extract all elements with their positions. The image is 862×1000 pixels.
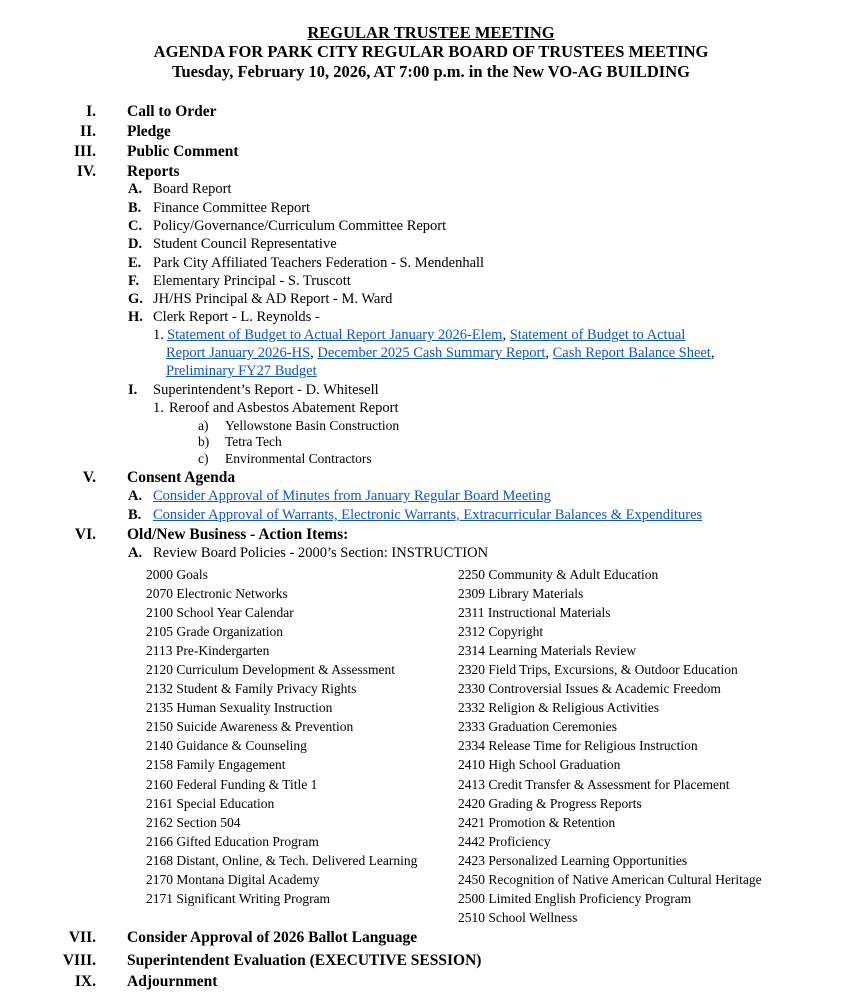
- contractor-item: Environmental Contractors: [225, 451, 372, 466]
- sub-letter: c): [198, 451, 209, 466]
- section-number: III.: [74, 143, 96, 160]
- report-letter: I.: [128, 382, 138, 398]
- section-heading-ii: Pledge: [127, 123, 171, 140]
- policy-item: 2320 Field Trips, Excursions, & Outdoor Education: [458, 662, 738, 678]
- policy-item: 2166 Gifted Education Program: [146, 833, 319, 849]
- policy-item: 2500 Limited English Proficiency Program: [458, 890, 692, 906]
- consent-item: [153, 507, 702, 524]
- section-number: IX.: [74, 973, 96, 990]
- policy-item: 2421 Promotion & Retention: [458, 814, 616, 830]
- section-heading-iv: Reports: [127, 163, 180, 180]
- policy-item: 2334 Release Time for Religious Instruction: [458, 738, 698, 754]
- consent-letter: B.: [128, 507, 142, 523]
- policy-item: 2161 Special Education: [146, 795, 275, 811]
- consent-item: [153, 488, 551, 505]
- policy-item: 2120 Curriculum Development & Assessment: [146, 662, 395, 678]
- policy-item: 2168 Distant, Online, & Tech. Delivered Learning: [146, 852, 418, 868]
- report-item: Superintendent’s Report - D. Whitesell: [153, 382, 379, 398]
- policy-item: 2250 Community & Adult Education: [458, 567, 659, 582]
- report-letter: H.: [128, 309, 143, 325]
- section-number: VIII.: [62, 952, 96, 969]
- report-link[interactable]: December 2025 Cash Summary Report: [317, 345, 546, 361]
- policy-item: 2311 Instructional Materials: [458, 605, 611, 621]
- supt-item: Reroof and Asbestos Abatement Report: [169, 400, 399, 416]
- report-item: Policy/Governance/Curriculum Committee Report: [153, 218, 447, 234]
- section-heading-iii: Public Comment: [127, 143, 239, 160]
- policy-item: 2132 Student & Family Privacy Rights: [146, 681, 357, 697]
- report-item: Board Report: [153, 181, 232, 197]
- title-line: REGULAR TRUSTEE MEETING: [307, 23, 555, 42]
- report-letter: D.: [128, 236, 143, 252]
- clerk-links-line: Report January 2026-HS, December 2025 Cash Summary Report, Cash Report Balance Sheet,: [166, 345, 715, 361]
- policy-item: 2510 School Wellness: [458, 909, 578, 925]
- clerk-links-line: Statement of Budget to Actual Report January 2026-Elem, Statement of Budget to Actual: [167, 327, 686, 343]
- policy-item: 2100 School Year Calendar: [146, 605, 294, 621]
- policy-item: 2410 High School Graduation: [458, 757, 621, 773]
- report-letter: C.: [128, 218, 143, 234]
- sub-letter: b): [198, 434, 210, 449]
- consent-link[interactable]: Consider Approval of Minutes from January Regular Board Meeting: [153, 488, 551, 504]
- policy-item: 2332 Religion & Religious Activities: [458, 700, 659, 716]
- consent-letter: A.: [128, 488, 143, 504]
- policy-item: 2171 Significant Writing Program: [146, 890, 331, 906]
- section-heading-ix: Adjournment: [127, 973, 218, 990]
- policy-item: 2420 Grading & Progress Reports: [458, 795, 642, 811]
- sub-letter: a): [198, 418, 209, 433]
- policy-item: 2140 Guidance & Counseling: [146, 738, 307, 754]
- contractor-item: Yellowstone Basin Construction: [225, 418, 400, 433]
- section-number: I.: [86, 103, 96, 120]
- report-link[interactable]: Statement of Budget to Actual Report January 2026-Elem: [167, 327, 503, 343]
- section-number: VI.: [74, 526, 96, 543]
- report-item: Park City Affiliated Teachers Federation - S. Mendenhall: [153, 255, 485, 271]
- policy-item: 2150 Suicide Awareness & Prevention: [146, 719, 354, 735]
- report-link[interactable]: Cash Report Balance Sheet: [552, 345, 711, 361]
- section-number: IV.: [76, 163, 96, 180]
- consent-link[interactable]: Consider Approval of Warrants, Electronic Warrants, Extracurricular Balances & Expenditures: [153, 507, 703, 523]
- section-heading-viii: Superintendent Evaluation (EXECUTIVE SESSION): [127, 952, 482, 969]
- report-link[interactable]: Statement of Budget to Actual: [509, 327, 686, 343]
- policy-list-left: [146, 565, 426, 908]
- meeting-date: Tuesday, February 10, 2026, AT 7:00 p.m. in the New VO-AG BUILDING: [172, 62, 690, 81]
- report-link[interactable]: Preliminary FY27 Budget: [166, 363, 317, 379]
- meeting-title: [0, 23, 862, 43]
- policy-item: 2330 Controversial Issues & Academic Freedom: [458, 681, 721, 697]
- section-heading-vii: Consider Approval of 2026 Ballot Language: [127, 929, 418, 946]
- policy-item: 2113 Pre-Kindergarten: [146, 643, 270, 659]
- report-letter: G.: [128, 291, 143, 307]
- report-link[interactable]: Report January 2026-HS: [166, 345, 311, 361]
- action-item: Review Board Policies - 2000’s Section: INSTRUCTION: [153, 545, 489, 561]
- report-item: JH/HS Principal & AD Report - M. Ward: [153, 291, 393, 307]
- policy-item: 2333 Graduation Ceremonies: [458, 719, 617, 735]
- section-number: V.: [82, 469, 96, 486]
- report-item: Student Council Representative: [153, 236, 337, 252]
- report-item: Clerk Report - L. Reynolds -: [153, 309, 320, 325]
- contractor-item: Tetra Tech: [225, 434, 282, 449]
- policy-item: 2423 Personalized Learning Opportunities: [458, 852, 688, 868]
- policy-item: 2312 Copyright: [458, 624, 544, 640]
- report-letter: F.: [128, 273, 140, 289]
- clerk-item-number: 1.: [153, 327, 164, 343]
- section-number: VII.: [68, 929, 96, 946]
- policy-item: 2105 Grade Organization: [146, 624, 283, 640]
- section-heading-vi: Old/New Business - Action Items:: [127, 526, 349, 543]
- policy-item: 2450 Recognition of Native American Cultural Heritage: [458, 871, 762, 887]
- supt-item-number: 1.: [153, 400, 164, 416]
- policy-item: 2000 Goals: [146, 567, 208, 582]
- section-heading-i: Call to Order: [127, 103, 217, 120]
- policy-item: 2158 Family Engagement: [146, 757, 286, 773]
- report-letter: A.: [128, 181, 143, 197]
- policy-item: 2160 Federal Funding & Title 1: [146, 776, 318, 792]
- report-letter: B.: [128, 200, 142, 216]
- policy-item: 2170 Montana Digital Academy: [146, 871, 320, 887]
- policy-item: 2162 Section 504: [146, 814, 241, 830]
- policy-item: 2070 Electronic Networks: [146, 586, 288, 602]
- agenda-title: AGENDA FOR PARK CITY REGULAR BOARD OF TRUSTEES MEETING: [153, 42, 709, 61]
- clerk-links-line: [166, 363, 317, 380]
- policy-item: 2442 Proficiency: [458, 833, 551, 849]
- policy-list-right: [458, 565, 838, 927]
- report-letter: E.: [128, 255, 142, 271]
- section-heading-v: Consent Agenda: [127, 469, 236, 486]
- action-letter: A.: [128, 545, 143, 561]
- policy-item: 2135 Human Sexuality Instruction: [146, 700, 333, 716]
- policy-item: 2309 Library Materials: [458, 586, 584, 602]
- policy-item: 2314 Learning Materials Review: [458, 643, 637, 659]
- report-item: Elementary Principal - S. Truscott: [153, 273, 351, 289]
- policy-item: 2413 Credit Transfer & Assessment for Placement: [458, 776, 730, 792]
- report-item: Finance Committee Report: [153, 200, 311, 216]
- section-number: II.: [80, 123, 96, 140]
